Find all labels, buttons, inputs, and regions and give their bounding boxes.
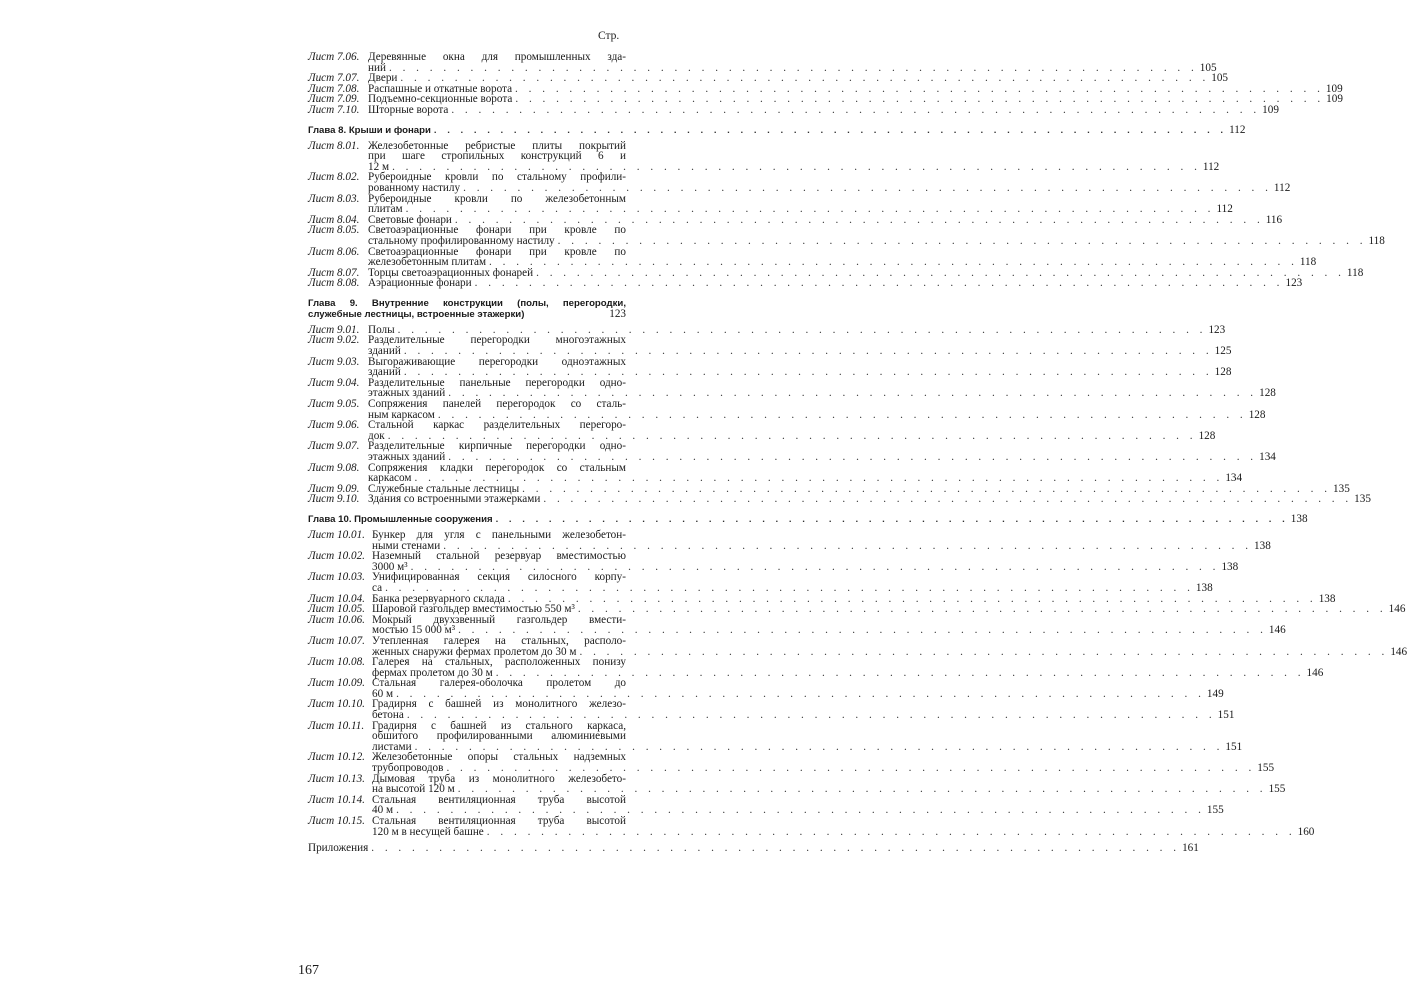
toc-entry — [308, 656, 1324, 679]
dot-leader: . . . . . . . . . . . . . . . . . . . . . . . . . . . . . . . . . . . . . . . . . . . . . . . . . . . . . . . . . . . . — [557, 234, 1367, 247]
dot-leader: . . . . . . . . . . . . . . . . . . . . . . . . . . . . . . . . . . . . . . . . . . . . . . . . . . . . . . . . . . . . — [388, 61, 1198, 74]
dot-leader: . . . . . . . . . . . . . . . . . . . . . . . . . . . . . . . . . . . . . . . . . . . . . . . . . . . . . . . . . . . . — [448, 451, 1258, 463]
sheet-label: Лист 10.10. — [308, 698, 365, 711]
entry-title — [372, 677, 1224, 700]
page-ref: 112 — [1216, 203, 1233, 216]
dot-leader: . . . . . . . . . . . . . . . . . . . . . . . . . . . . . . . . . . . . . . . . . . . . . . . . . . . . . . . . . . . . — [392, 160, 1201, 173]
entry-title — [308, 512, 1308, 525]
title-text: Глава 10. Промышленные сооружения — [308, 513, 493, 525]
toc-entry — [308, 550, 1239, 573]
entry-title — [372, 571, 1213, 594]
title-line: Светоаэрационные фонари при кровле по — [368, 224, 626, 237]
dot-leader: . . . . . . . . . . . . . . . . . . . . . . . . . . . . . . . . . . . . . . . . . . . . . . . . . . . . . . . . . . . . — [451, 103, 1261, 116]
sheet-label: Лист 10.15. — [308, 815, 365, 827]
title-line: Деревянные окна для промышленных зда- — [368, 51, 626, 63]
page-ref: 135 — [1333, 482, 1350, 495]
title-text: бетона — [372, 709, 404, 722]
title-text: зданий — [368, 345, 401, 358]
title-text: ными стенами — [372, 539, 441, 552]
entry-title — [372, 613, 1286, 637]
title-text: мостью 15 000 м³ — [372, 624, 456, 637]
toc-entry — [308, 772, 1286, 796]
title-text: Шаровой газгольдер вместимостью 550 м³ — [372, 603, 575, 616]
dot-leader: . . . . . . . . . . . . . . . . . . . . . . . . . . . . . . . . . . . . . . . . . . . . . . . . . . . . . . . . . . . . — [414, 740, 1224, 753]
page-ref: 149 — [1206, 687, 1224, 700]
entry-title — [372, 698, 1235, 722]
entry-title — [372, 815, 1315, 838]
title-text: фермах пролетом до 30 м — [372, 666, 493, 679]
page-ref: 105 — [1199, 61, 1217, 74]
title-line: Выгораживающие перегородки одноэтажных — [368, 355, 626, 368]
entry-title — [368, 419, 1216, 442]
page-ref: 118 — [1299, 256, 1317, 269]
toc-entry — [308, 751, 1275, 775]
sheet-label: Лист 8.06. — [308, 245, 360, 258]
dot-leader: . . . . . . . . . . . . . . . . . . . . . . . . . . . . . . . . . . . . . . . . . . . . . . . . . . . . . . . . . . . . — [577, 603, 1387, 616]
toc-entry — [308, 571, 1213, 594]
toc-entry — [308, 719, 1243, 753]
sheet-label: Лист 8.05. — [308, 224, 360, 237]
title-text: Глава 8. Крыши и фонари — [308, 124, 431, 136]
entry-title — [368, 398, 1266, 421]
toc-entry — [308, 139, 1220, 173]
sheet-label: Лист 10.02. — [308, 550, 365, 563]
page-ref: 118 — [1368, 234, 1385, 247]
dot-leader: . . . . . . . . . . . . . . . . . . . . . . . . . . . . . . . . . . . . . . . . . . . . . . . . . . . . . . . . . . . . — [396, 687, 1205, 700]
title-line-last — [372, 825, 1315, 838]
entry-title — [368, 171, 1291, 194]
toc-entry — [308, 171, 1291, 194]
entry-title — [368, 355, 1232, 379]
sheet-label: Лист 10.11. — [308, 719, 365, 732]
title-line: Разделительные кирпичные перегородки одно- — [368, 440, 626, 453]
sheet-label: Лист 9.08. — [308, 461, 360, 474]
page-ref: 125 — [1214, 345, 1232, 358]
entry-title — [308, 842, 1199, 855]
sheet-label: Лист 10.05. — [308, 603, 365, 616]
toc-entry — [308, 461, 1243, 485]
title-line-last — [368, 181, 1291, 194]
title-line-last — [368, 234, 1385, 247]
page-ref: 135 — [1354, 493, 1371, 506]
title-line-last — [308, 842, 1199, 855]
title-line: Рубероидные кровли по железобетонным — [368, 192, 626, 205]
sheet-label: Лист 7.06. — [308, 51, 360, 63]
title-text: на высотой 120 м — [372, 783, 455, 796]
title-line: Сопряжения панелей перегородок со сталь- — [368, 398, 626, 411]
title-line: Бункер для угля с панельными железобетон- — [372, 528, 626, 541]
dot-leader: . . . . . . . . . . . . . . . . . . . . . . . . . . . . . . . . . . . . . . . . . . . . . . . . . . . . . . . . . . . . — [400, 72, 1210, 85]
entry-title — [368, 51, 1217, 74]
title-line: Разделительные перегородки многоэтажных — [368, 334, 626, 347]
title-text: каркасом — [368, 472, 412, 485]
toc-entry — [308, 613, 1286, 637]
title-line: Рубероидные кровли по стальному профили- — [368, 171, 626, 184]
title-text: 120 м в несущей башне — [372, 825, 484, 838]
chapter-heading — [308, 298, 626, 320]
title-line: Железобетонные опоры стальных надземных — [372, 751, 626, 764]
sheet-label: Лист 8.02. — [308, 171, 360, 184]
entry-title — [368, 139, 1220, 173]
title-text: 40 м — [372, 804, 394, 817]
title-text: этажных зданий — [368, 451, 446, 463]
dot-leader: . . . . . . . . . . . . . . . . . . . . . . . . . . . . . . . . . . . . . . . . . . . . . . . . . . . . . . . . . . . . — [403, 366, 1213, 379]
page-ref: 112 — [1273, 181, 1291, 194]
entry-title — [372, 751, 1275, 775]
title-text: 3000 м³ — [372, 560, 408, 573]
toc-entry — [308, 440, 1276, 463]
toc-entry — [308, 419, 1216, 442]
toc-entry — [308, 634, 1407, 658]
entry-title — [308, 123, 1246, 136]
toc-entry — [308, 355, 1232, 379]
title-text: плитам — [368, 203, 403, 216]
title-line-last — [372, 581, 1213, 594]
page-ref: 109 — [1326, 93, 1343, 106]
dot-leader: . . . . . . . . . . . . . . . . . . . . . . . . . . . . . . . . . . . . . . . . . . . . . . . . . . . . . . . . . . . . — [515, 82, 1324, 95]
sheet-label: Лист 9.10. — [308, 493, 360, 506]
toc-entry — [308, 245, 1317, 269]
toc-entry — [308, 528, 1271, 552]
title-line: Галерея на стальных, расположенных понизу — [372, 656, 626, 669]
sheet-label: Лист 7.09. — [308, 93, 360, 106]
toc-entry — [308, 277, 1303, 290]
toc-entry — [308, 51, 1217, 74]
title-text: стальному профилированному настилу — [368, 234, 555, 247]
dot-leader: . . . . . . . . . . . . . . . . . . . . . . . . . . . . . . . . . . . . . . . . . . . . . . . . . . . . . . . . . . . . — [437, 408, 1247, 421]
dot-leader: . . . . . . . . . . . . . . . . . . . . . . . . . . . . . . . . . . . . . . . . . . . . . . . . . . . . . . . . . . . . — [387, 429, 1197, 442]
title-text: трубопроводов — [372, 762, 444, 775]
title-line: Светоаэрационные фонари при кровле по — [368, 245, 626, 258]
dot-leader: . . . . . . . . . . . . . . . . . . . . . . . . . . . . . . . . . . . . . . . . . . . . . . . . . . . . . . . . . . . . — [489, 256, 1298, 269]
page-ref: 161 — [1182, 842, 1199, 855]
title-line: Сопряжения кладки перегородок со стальным — [368, 461, 626, 474]
sheet-label: Лист 9.02. — [308, 334, 360, 347]
page-ref: 155 — [1257, 762, 1275, 775]
title-text: зданий — [368, 366, 401, 379]
dot-leader: . . . . . . . . . . . . . . . . . . . . . . . . . . . . . . . . . . . . . . . . . . . . . . . . . . . . . . . . . . . . — [457, 783, 1267, 796]
dot-leader: . . . . . . . . . . . . . . . . . . . . . . . . . . . . . . . . . . . . . . . . . . . . . . . . . . . . . . . . . . . . — [371, 842, 1181, 855]
title-text: служебные лестницы, встроенные этажерки) — [308, 308, 525, 320]
dot-leader: . . . . . . . . . . . . . . . . . . . . . . . . . . . . . . . . . . . . . . . . . . . . . . . . . . . . . . . . . . . . — [454, 213, 1264, 226]
entry-title — [372, 634, 1407, 658]
sheet-label: Лист 10.06. — [308, 613, 365, 626]
dot-leader: . . . . . . . . . . . . . . . . . . . . . . . . . . . . . . . . . . . . . . . . . . . . . . . . . . . . . . . . . . . . — [414, 472, 1224, 485]
page-ref: 109 — [1325, 82, 1343, 95]
title-line: Утепленная галерея на стальных, располо- — [372, 634, 626, 647]
page-ref: 134 — [1259, 451, 1276, 463]
toc-entry — [308, 103, 1279, 116]
title-line-last — [368, 277, 1303, 290]
page-ref: 138 — [1290, 512, 1308, 525]
sheet-label: Лист 10.04. — [308, 592, 365, 605]
entry-title — [372, 793, 1224, 817]
sheet-label: Лист 10.14. — [308, 793, 365, 806]
sheet-label: Лист 7.07. — [308, 72, 360, 85]
toc-entry — [308, 698, 1235, 722]
entry-title — [372, 528, 1271, 552]
title-line-last — [308, 123, 1246, 136]
sheet-label: Лист 9.03. — [308, 355, 360, 368]
entry-title — [368, 461, 1243, 485]
title-text: са — [372, 581, 383, 594]
toc-entry — [308, 793, 1224, 817]
title-text: Здания со встроенными этажерками — [368, 493, 541, 506]
sheet-label: Лист 10.08. — [308, 656, 365, 669]
entry-title — [372, 550, 1239, 573]
entry-title — [368, 334, 1232, 358]
dot-leader: . . . . . . . . . . . . . . . . . . . . . . . . . . . . . . . . . . . . . . . . . . . . . . . . . . . . . . . . . . . . — [515, 93, 1325, 106]
dot-leader: . . . . . . . . . . . . . . . . . . . . . . . . . . . . . . . . . . . . . . . . . . . . . . . . . . . . . . . . . . . . — [396, 804, 1205, 817]
page-ref: 105 — [1211, 72, 1229, 85]
page-ref: 138 — [1254, 539, 1271, 552]
page-ref: 151 — [1217, 709, 1235, 722]
title-line-last — [308, 512, 1308, 525]
entry-title — [368, 277, 1303, 290]
title-line: Градирня с башней из монолитного железо- — [372, 698, 626, 711]
title-text: Служебные стальные лестницы — [368, 482, 520, 495]
dot-leader: . . . . . . . . . . . . . . . . . . . . . . . . . . . . . . . . . . . . . . . . . . . . . . . . . . . . . . . . . . . . — [495, 666, 1305, 679]
page-ref: 128 — [1248, 408, 1266, 421]
entry-title — [368, 376, 1276, 400]
title-text: док — [368, 429, 385, 442]
title-text: женных снаружи фермах пролетом до 30 м — [372, 645, 577, 658]
page-number: 167 — [298, 963, 319, 978]
title-line: Стальная вентиляционная труба высотой — [372, 793, 626, 806]
title-line: Стальная галерея-оболочка пролетом до — [372, 677, 626, 690]
page-ref: 112 — [1202, 160, 1220, 173]
sheet-label: Лист 7.08. — [308, 82, 360, 95]
dot-leader: . . . . . . . . . . . . . . . . . . . . . . . . . . . . . . . . . . . . . . . . . . . . . . . . . . . . . . . . . . . . — [406, 709, 1216, 722]
toc-entry — [308, 815, 1315, 838]
sheet-label: Лист 8.04. — [308, 213, 360, 226]
page-ref: 128 — [1198, 429, 1216, 442]
chapter-heading — [308, 512, 1308, 525]
title-text: этажных зданий — [368, 387, 446, 400]
page-ref: 123 — [1285, 277, 1303, 290]
entry-title — [308, 298, 626, 320]
title-text: Подъемно-секционные ворота — [368, 93, 513, 106]
sheet-label: Лист 9.04. — [308, 376, 360, 389]
appendix-entry — [308, 842, 1199, 855]
title-text: Световые фонари — [368, 213, 452, 226]
sheet-label: Лист 8.08. — [308, 277, 360, 290]
dot-leader: . . . . . . . . . . . . . . . . . . . . . . . . . . . . . . . . . . . . . . . . . . . . . . . . . . . . . . . . . . . . — [463, 181, 1272, 194]
toc-entry — [308, 493, 1371, 506]
title-text: Аэрационные фонари — [368, 277, 472, 290]
dot-leader: . . . . . . . . . . . . . . . . . . . . . . . . . . . . . . . . . . . . . . . . . . . . . . . . . . . . . . . . . . . . — [443, 539, 1253, 552]
sheet-label: Лист 10.12. — [308, 751, 365, 764]
dot-leader: . . . . . . . . . . . . . . . . . . . . . . . . . . . . . . . . . . . . . . . . . . . . . . . . . . . . . . . . . . . . — [507, 592, 1317, 605]
sheet-label: Лист 10.07. — [308, 634, 365, 647]
page-ref: 146 — [1388, 603, 1406, 616]
page-ref: 128 — [1214, 366, 1232, 379]
title-line-last — [308, 309, 626, 320]
dot-leader: . . . . . . . . . . . . . . . . . . . . . . . . . . . . . . . . . . . . . . . . . . . . . . . . . . . . . . . . . . . . — [474, 277, 1284, 290]
chapter-heading — [308, 123, 1246, 136]
sheet-label: Лист 8.07. — [308, 266, 360, 279]
title-line-last — [368, 103, 1279, 116]
dot-leader: . . . . . . . . . . . . . . . . . . . . . . . . . . . . . . . . . . . . . . . . . . . . . . . . . . . . . . . . . . . . — [543, 493, 1353, 506]
page-ref: 155 — [1268, 783, 1286, 796]
table-of-contents — [308, 51, 1407, 855]
page-ref: 109 — [1262, 103, 1279, 116]
title-text: 60 м — [372, 687, 394, 700]
page-ref: 138 — [1318, 592, 1336, 605]
page-ref: 151 — [1225, 740, 1243, 753]
dot-leader: . . . . . . . . . . . . . . . . . . . . . . . . . . . . . . . . . . . . . . . . . . . . . . . . . . . . . . . . . . . . — [410, 560, 1220, 573]
page-ref: 138 — [1221, 560, 1239, 573]
title-line-last — [368, 493, 1371, 506]
page-ref: 138 — [1195, 581, 1213, 594]
title-line: Градирня с башней из стального каркаса, — [372, 719, 626, 732]
page-ref: 134 — [1225, 472, 1243, 485]
title-text: ний — [368, 61, 386, 74]
dot-leader: . . . . . . . . . . . . . . . . . . . . . . . . . . . . . . . . . . . . . . . . . . . . . . . . . . . . . . . . . . . . — [397, 323, 1207, 336]
sheet-label: Лист 7.10. — [308, 103, 360, 116]
title-line: при шаге стропильных конструкций 6 и — [368, 150, 626, 163]
entry-title — [372, 772, 1286, 796]
entry-title — [368, 245, 1317, 269]
sheet-label: Лист 9.06. — [308, 419, 360, 432]
entry-title — [368, 103, 1279, 116]
dot-leader: . . . . . . . . . . . . . . . . . . . . . . . . . . . . . . . . . . . . . . . . . . . . . . . . . . . . . . . . . . . . — [448, 387, 1258, 400]
page-ref: 160 — [1297, 825, 1315, 838]
sheet-label: Лист 9.09. — [308, 482, 360, 495]
title-line: обшитого профилированными алюминиевыми — [372, 730, 626, 743]
title-text: Распашные и откатные ворота — [368, 82, 513, 95]
title-text: Полы — [368, 323, 395, 336]
title-text: Приложения — [308, 842, 369, 855]
title-line: Дымовая труба из монолитного железобето- — [372, 772, 626, 785]
entry-title — [368, 440, 1276, 463]
entry-title — [368, 493, 1371, 506]
title-text: Двери — [368, 72, 398, 85]
title-line: Наземный стальной резервуар вместимостью — [372, 550, 626, 563]
toc-entry — [308, 334, 1232, 358]
toc-entry — [308, 192, 1233, 216]
title-text: Банка резервуарного склада — [372, 592, 505, 605]
dot-leader: . . . . . . . . . . . . . . . . . . . . . . . . . . . . . . . . . . . . . . . . . . . . . . . . . . . . . . . . . . . . — [495, 513, 1289, 525]
sheet-label: Лист 8.03. — [308, 192, 360, 205]
toc-entry — [308, 677, 1224, 700]
page-ref: 146 — [1268, 624, 1286, 637]
title-text: Шторные ворота — [368, 103, 449, 116]
page-ref: 123 — [609, 307, 626, 320]
page-column-heading: Стр. — [598, 30, 620, 42]
page-ref: 146 — [1306, 666, 1324, 679]
title-text: 12 м — [368, 160, 390, 173]
dot-leader: . . . . . . . . . . . . . . . . . . . . . . . . . . . . . . . . . . . . . . . . . . . . . . . . . . . . . . . . . . . . — [405, 203, 1215, 216]
dot-leader: . . . . . . . . . . . . . . . . . . . . . . . . . . . . . . . . . . . . . . . . . . . . . . . . . . . . . . . . . . . . — [536, 266, 1345, 279]
sheet-label: Лист 10.01. — [308, 528, 365, 541]
page-ref: 123 — [1208, 323, 1226, 336]
title-line: Железобетонные ребристые плиты покрытий — [368, 139, 626, 152]
title-text: железобетонным плитам — [368, 256, 487, 269]
page-ref: 116 — [1265, 213, 1283, 226]
title-line: Стальная вентиляционная труба высотой — [372, 815, 626, 827]
dot-leader: . . . . . . . . . . . . . . . . . . . . . . . . . . . . . . . . . . . . . . . . . . . . . . . . . . . . . . . . . . . . — [433, 124, 1228, 136]
entry-title — [368, 192, 1233, 216]
sheet-label: Лист 10.03. — [308, 571, 365, 584]
title-text: рованному настилу — [368, 181, 461, 194]
title-line: Разделительные панельные перегородки одно- — [368, 376, 626, 389]
title-text: листами — [372, 740, 412, 753]
dot-leader: . . . . . . . . . . . . . . . . . . . . . . . . . . . . . . . . . . . . . . . . . . . . . . . . . . . . . . . . . . . . — [446, 762, 1256, 775]
toc-entry — [308, 376, 1276, 400]
sheet-label: Лист 9.05. — [308, 398, 360, 411]
sheet-label: Лист 9.07. — [308, 440, 360, 453]
toc-entry — [308, 398, 1266, 421]
page-ref: 112 — [1229, 123, 1246, 136]
entry-title — [368, 224, 1385, 247]
page-ref: 118 — [1346, 266, 1364, 279]
dot-leader: . . . . . . . . . . . . . . . . . . . . . . . . . . . . . . . . . . . . . . . . . . . . . . . . . . . . . . . . . . . . — [579, 645, 1389, 658]
entry-title — [372, 656, 1324, 679]
title-text: Торцы светоаэрационных фонарей — [368, 266, 534, 279]
title-line: Стальной каркас разделительных перегоро- — [368, 419, 626, 432]
dot-leader: . . . . . . . . . . . . . . . . . . . . . . . . . . . . . . . . . . . . . . . . . . . . . . . . . . . . . . . . . . . . — [403, 345, 1213, 358]
dot-leader: . . . . . . . . . . . . . . . . . . . . . . . . . . . . . . . . . . . . . . . . . . . . . . . . . . . . . . . . . . . . — [522, 482, 1331, 495]
dot-leader: . . . . . . . . . . . . . . . . . . . . . . . . . . . . . . . . . . . . . . . . . . . . . . . . . . . . . . . . . . . . — [458, 624, 1267, 637]
page-ref: 146 — [1390, 645, 1407, 658]
page-ref: 155 — [1206, 804, 1224, 817]
sheet-label: Лист 10.13. — [308, 772, 365, 785]
sheet-label: Лист 9.01. — [308, 323, 360, 336]
sheet-label: Лист 10.09. — [308, 677, 365, 690]
dot-leader: . . . . . . . . . . . . . . . . . . . . . . . . . . . . . . . . . . . . . . . . . . . . . . . . . . . . . . . . . . . . — [385, 581, 1194, 594]
sheet-label: Лист 8.01. — [308, 139, 360, 152]
dot-leader: . . . . . . . . . . . . . . . . . . . . . . . . . . . . . . . . . . . . . . . . . . . . . . . . . . . . . . . . . . . . — [486, 825, 1296, 838]
title-line-last — [368, 451, 1276, 463]
entry-title — [372, 719, 1243, 753]
title-line: Мокрый двухзвенный газгольдер вмести- — [372, 613, 626, 626]
title-text: ным каркасом — [368, 408, 435, 421]
page-ref: 128 — [1259, 387, 1276, 400]
title-line: Глава 9. Внутренние конструкции (полы, перегородки, — [308, 297, 626, 309]
title-line: Унифицированная секция силосного корпу- — [372, 571, 626, 584]
toc-entry — [308, 224, 1385, 247]
